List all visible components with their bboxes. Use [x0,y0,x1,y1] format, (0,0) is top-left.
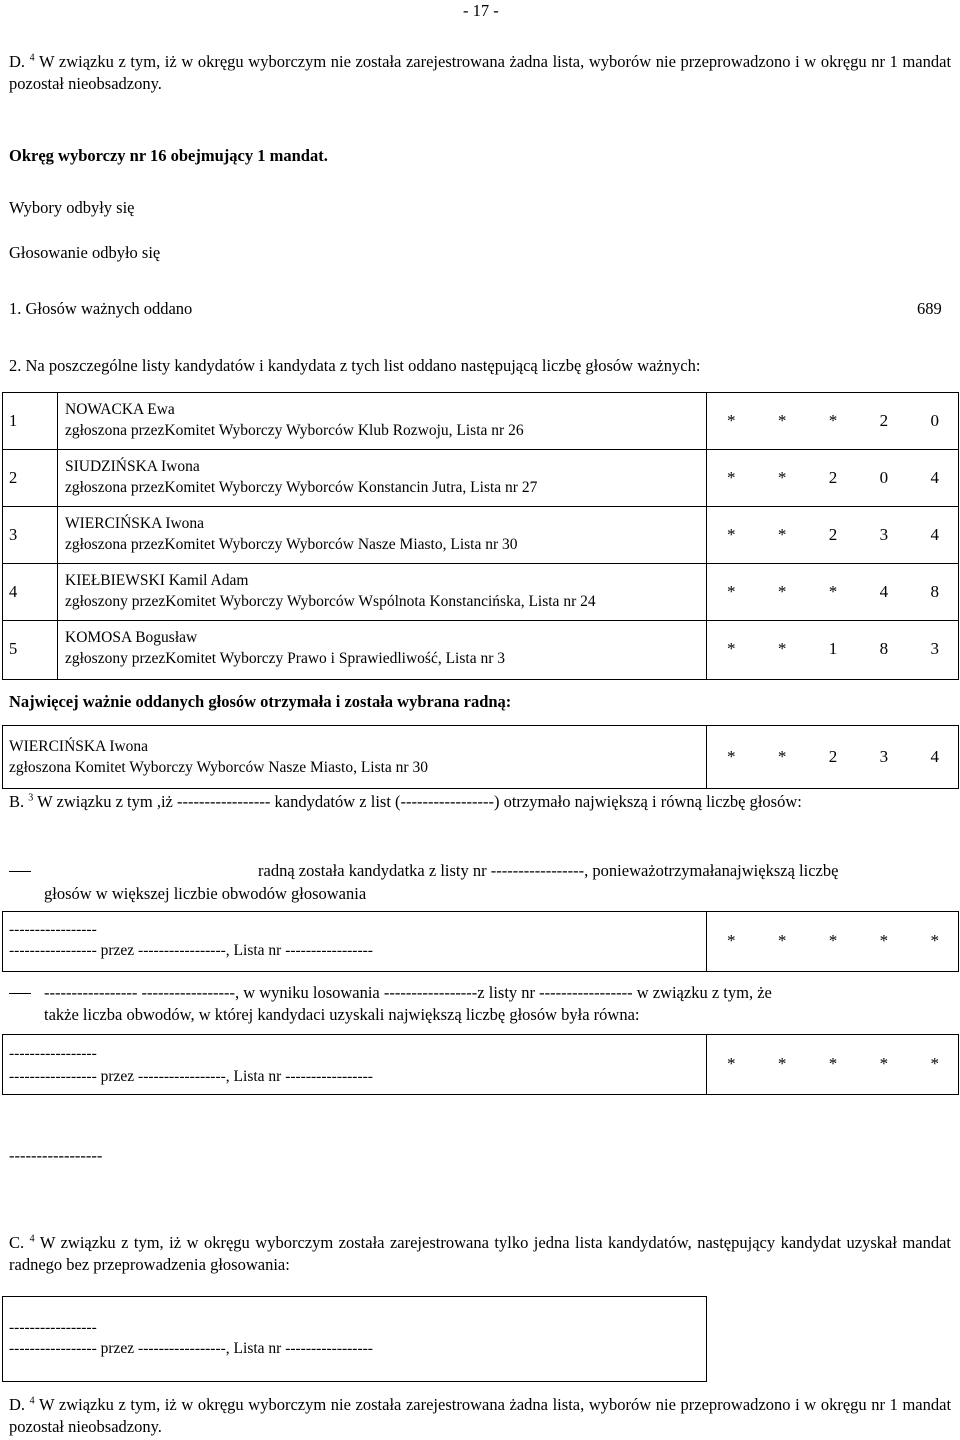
candidate-name: NOWACKA Ewa [65,401,175,418]
section-b-body: W związku z tym ,iż ----------------- kandydatów z list (-----------------) otrzymało największą i równą liczbę głosów: [37,792,802,811]
winner-name: WIERCIŃSKA Iwona [9,738,149,755]
vote-digit: 3 [879,525,889,544]
vote-digit: * [727,582,736,601]
vote-digit: * [777,582,787,601]
candidate-number: 1 [9,411,18,430]
vote-digit: * [777,525,787,544]
section-b-box2-line2: ----------------- przez -----------------, Lista nr ----------------- [9,1068,373,1085]
vote-digit: 3 [879,747,889,766]
candidate-votes [727,639,939,659]
section-c-letter: C. [9,1233,25,1252]
candidate-name: KIEŁBIEWSKI Kamil Adam [65,572,249,589]
vote-digit: * [727,931,736,950]
vote-digit: 1 [828,639,838,658]
vote-digit: * [727,639,736,658]
section-b-box1-line2: ----------------- przez -----------------, Lista nr ----------------- [9,942,373,959]
section-b-box1-line1: ----------------- [9,921,97,938]
candidate-votes [727,468,939,488]
candidate-name: WIERCIŃSKA Iwona [65,515,205,532]
lists-intro: 2. Na poszczególne listy kandydatów i kandydata z tych list oddano następującą liczbę głosów ważnych: [9,356,701,375]
vote-digit: * [777,931,787,950]
district-heading: Okręg wyborczy nr 16 obejmujący 1 mandat. [9,146,328,165]
candidate-number: 2 [9,468,18,487]
valid-votes-value: 689 [917,299,942,318]
candidate-name: KOMOSA Bogusław [65,629,198,646]
bullet-dash [9,871,31,872]
vote-digit: * [879,931,889,950]
vote-digit: 2 [828,468,838,487]
top-note-text: W związku z tym, iż w okręgu wyborczym nie została zarejestrowana żadna lista, wyborów nie przeprowadzono i w okręgu nr 1 mandat pozostał nieobsadzony. [9,52,952,93]
top-note [9,51,951,95]
vote-digit: 2 [828,747,838,766]
candidate-name: SIUDZIŃSKA Iwona [65,458,200,475]
vote-digit: * [777,639,787,658]
candidate-votes [727,525,939,545]
vote-digit: 4 [879,582,889,601]
section-b-trailing-dashes: ----------------- [9,1146,103,1165]
candidate-detail: zgłoszony przezKomitet Wyborczy Prawo i Sprawiedliwość, Lista nr 3 [65,650,505,667]
candidate-number: 5 [9,639,18,658]
section-c-body: W związku z tym, iż w okręgu wyborczym została zarejestrowana tylko jedna lista kandydatów, następujący kandydat uzyskał mandat radnego bez przeprowadzenia głosowania: [9,1233,952,1274]
section-b-box2-votes [727,1054,939,1074]
winner-votes [727,747,939,767]
candidate-votes [727,411,939,431]
vote-digit: 2 [828,525,838,544]
valid-votes-label: 1. Głosów ważnych oddano [9,299,193,318]
bottom-note-letter: D. [9,1395,26,1414]
vote-digit: * [879,1054,889,1073]
section-b-bullet1-line2: głosów w większej liczbie obwodów głosowania [44,884,367,903]
vote-digit: 0 [930,411,939,430]
candidate-votes [727,582,939,602]
section-b-bullet2-line1: ----------------- -----------------, w wyniku losowania -----------------z listy nr ----------------- w związku z tym, że [44,983,772,1002]
vote-digit: 8 [930,582,939,601]
winner-heading: Najwięcej ważnie oddanych głosów otrzymała i została wybrana radną: [9,692,512,711]
vote-digit: * [828,1054,838,1073]
page-number: - 17 - [463,1,499,20]
top-note-sup: 4 [29,52,35,64]
vote-digit: * [828,582,838,601]
vote-digit: 8 [879,639,889,658]
candidate-number: 3 [9,525,18,544]
candidate-detail: zgłoszona przezKomitet Wyborczy Wyborców Klub Rozwoju, Lista nr 26 [65,422,524,439]
vote-digit: * [727,747,736,766]
section-b-bullet2-line2: także liczba obwodów, w której kandydaci uzyskali największą liczbę głosów była równa: [44,1005,640,1024]
vote-digit: * [930,1054,939,1073]
vote-digit: 3 [930,639,939,658]
vote-digit: * [828,931,838,950]
vote-digit: * [777,411,787,430]
bottom-note-sup: 4 [29,1395,35,1407]
section-b-letter: B. [9,792,25,811]
vote-digit: * [930,931,939,950]
section-b-box2-line1: ----------------- [9,1045,97,1062]
section-b-bullet1-line1: radną została kandydatka z listy nr -----------------, ponieważotrzymałanajwiększą liczbę [258,861,839,880]
section-c-sup: 4 [29,1233,35,1245]
winner-detail: zgłoszona Komitet Wyborczy Wyborców Nasze Miasto, Lista nr 30 [9,759,428,776]
vote-digit: 4 [930,525,939,544]
bottom-note-text: W związku z tym, iż w okręgu wyborczym nie została zarejestrowana żadna lista, wyborów nie przeprowadzono i w okręgu nr 1 mandat pozostał nieobsadzony. [9,1395,952,1436]
bullet-dash [9,993,31,994]
candidate-number: 4 [9,582,18,601]
candidate-detail: zgłoszona przezKomitet Wyborczy Wyborców Nasze Miasto, Lista nr 30 [65,536,518,553]
candidate-detail: zgłoszony przezKomitet Wyborczy Wyborców Wspólnota Konstancińska, Lista nr 24 [65,593,596,610]
vote-digit: 4 [930,747,939,766]
bottom-note [9,1394,951,1438]
vote-digit: 0 [879,468,889,487]
vote-digit: * [727,468,736,487]
vote-digit: * [727,1054,736,1073]
section-c-box-line2: ----------------- przez -----------------, Lista nr ----------------- [9,1340,373,1357]
candidate-detail: zgłoszona przezKomitet Wyborczy Wyborców Konstancin Jutra, Lista nr 27 [65,479,538,496]
section-b-text [9,791,951,813]
top-note-letter: D. [9,52,26,71]
vote-digit: 2 [879,411,889,430]
elections-held: Wybory odbyły się [9,198,135,217]
vote-digit: * [727,525,736,544]
section-c-text [9,1232,951,1276]
vote-digit: * [777,468,787,487]
section-b-box1-votes [727,931,939,951]
vote-digit: 4 [930,468,939,487]
section-b-sup: 3 [28,792,34,804]
section-c-box-line1: ----------------- [9,1319,97,1336]
vote-digit: * [727,411,736,430]
vote-digit: * [777,1054,787,1073]
vote-digit: * [777,747,787,766]
vote-digit: * [828,411,838,430]
voting-held: Głosowanie odbyło się [9,243,161,262]
